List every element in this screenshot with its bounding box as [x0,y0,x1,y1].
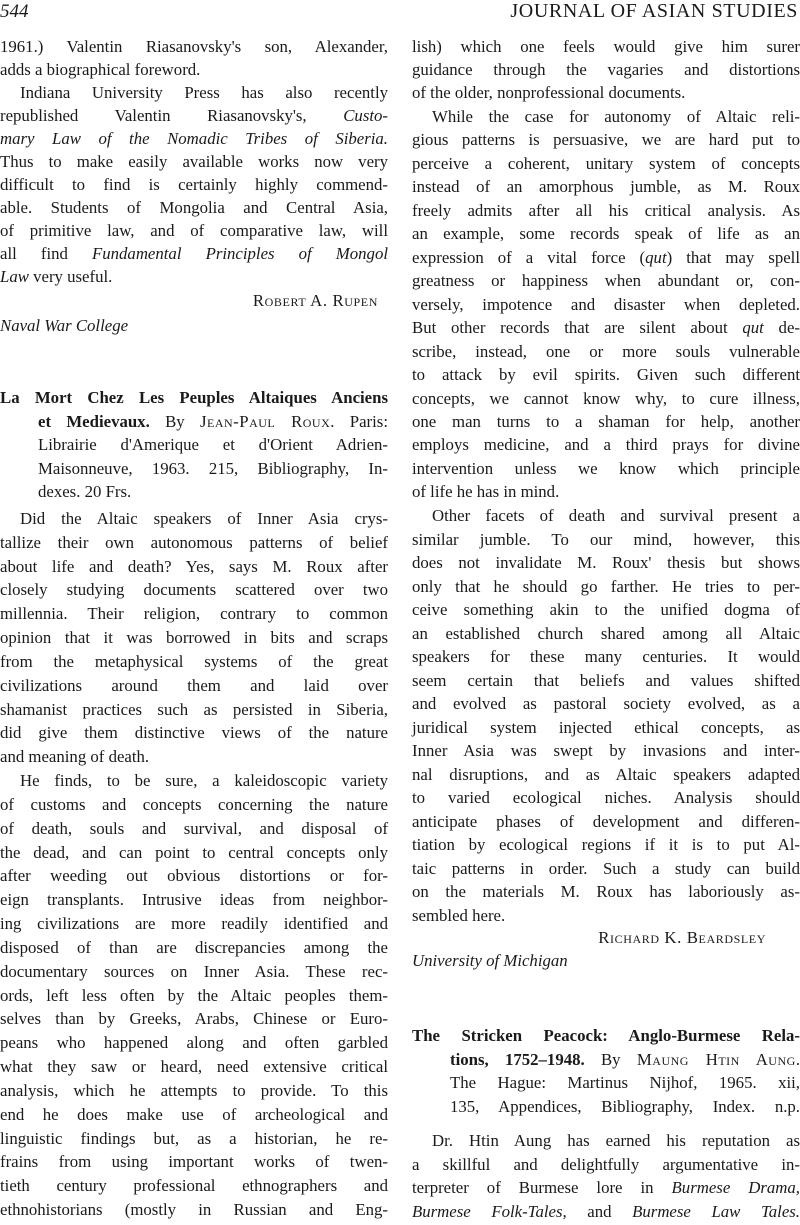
text-line: only that he should go farther. He tries to per- [412,576,800,596]
text-line: frains from using important works of twen- [0,1152,388,1172]
text-line: peans who happened along and often garbled [0,1033,388,1053]
text-line: Thus to make easily available works now very [0,151,388,171]
text-line: ethnohistorians (mostly in Russian and Eng- [0,1200,388,1220]
text-line: Did the Altaic speakers of Inner Asia crys- [20,509,388,528]
text-line: did give them distinctive views of the nature [0,723,388,743]
text-segment: and [566,1202,633,1222]
review-body-text [412,504,800,927]
text-line: 135, Appendices, Bibliography, Index. n.p. [450,1097,800,1117]
text-line: scribe, instead, one or more souls vulnerable [412,341,800,361]
text-line: and evolved as pastoral society evolved, as a [412,694,800,713]
text-line [0,242,388,265]
text-line: difficult to find is certainly highly commend- [0,175,388,195]
text-line: intervention unless we know which principle [412,458,800,478]
text-line [0,104,388,127]
text-line: tallize their own autonomous patterns of belief [0,532,388,552]
text-line [412,1048,800,1072]
text-line [412,1200,800,1224]
text-line: lish) which one feels would give him surer [412,36,800,56]
text-segment: all find [0,244,92,264]
text-line: perceive a coherent, unitary system of concepts [412,153,800,173]
reviewer-affiliation: Naval War College [0,316,129,335]
text-line: guidance through the vagaries and distortions [412,59,800,79]
text-line: does not invalidate M. Roux' thesis but shows [412,553,800,572]
text-line: of death, souls and survival, and disposal of [0,818,388,838]
text-line [0,386,388,410]
italic-text: Burmese Drama, [671,1178,800,1198]
text-line: an established church shared among all Altaic [412,623,800,643]
text-line: end he does make use of archeological and [0,1104,388,1124]
text-line: after weeding out obvious distortions or for- [0,866,388,886]
text-line: taic patterns in order. Such a study can build [412,858,800,878]
text-line: instead of an amorphous jumble, as M. Roux [412,177,800,197]
text-line: shamanist practices such as persisted in Siberia, [0,699,388,719]
text-line: what they saw or heard, need extensive critical [0,1057,388,1077]
text-line: civilizations around them and laid over [0,675,388,695]
text-line [0,265,388,288]
text-line: tieth century professional ethnographers and [0,1176,388,1196]
text-segment: ) that may spell [666,247,800,267]
text-line: millennia. Their religion, contrary to common [0,604,388,624]
text-line: one man turns to a shaman for help, another [412,412,800,431]
italic-text: Law [0,267,29,287]
text-line [412,1024,800,1048]
text-segment: . [795,1049,800,1069]
text-line: nal disruptions, and as Altaic speakers adapted [412,764,800,784]
text-line: and meaning of death. [0,747,150,767]
text-segment: terpreter of Burmese lore in [412,1178,672,1198]
italic-text: mary Law of the Nomadic Tribes of Siberia. [0,128,388,148]
text-line: to attack by evil spirits. Given such different [412,365,800,385]
text-line: a skillful and delightfully argumentative in- [412,1154,800,1174]
text-line: Librairie d'Amerique et d'Orient Adrien- [38,435,388,454]
text-line: about life and death? Yes, says M. Roux after [0,556,388,576]
text-segment: republished Valentin Riasanovsky's, [0,105,344,125]
text-line [0,410,388,434]
text-line: juridical system injected ethical concepts, as [412,717,800,737]
text-line: Indiana University Press has also recently [20,82,388,102]
text-line [412,246,800,269]
text-line: versely, impotence and disaster when depleted. [412,294,800,314]
text-line: 1961.) Valentin Riasanovsky's son, Alexander, [0,36,388,56]
text-line: of customs and concepts concerning the nature [0,794,388,814]
text-line: He finds, to be sure, a kaleidoscopic variety [20,771,388,791]
text-line: Maisonneuve, 1963. 215, Bibliography, In- [38,458,388,478]
bold-title-text: tions, 1752–1948. [450,1049,585,1069]
text-line: adds a biographical foreword. [0,59,201,79]
text-line: sembled here. [412,905,506,925]
text-line: speakers for these many centuries. It would [412,647,800,666]
text-segment: But other records that are silent about [412,318,743,338]
text-line: employs medicine, and a third prays for divine [412,435,800,455]
text-line: greatness or happiness when abundant or, con- [412,271,800,291]
text-segment: expression of a vital force ( [412,247,646,267]
text-line: ing civilizations are more readily identified and [0,914,388,934]
reviewer-signature: Richard K. Beardsley [598,928,766,947]
bold-title-text: The Stricken Peacock: Anglo-Burmese Rela- [412,1026,800,1045]
text-line [412,1176,800,1200]
text-line: linguistic findings but, as a historian, he re- [0,1128,388,1148]
page-number: 544 [0,1,29,22]
text-line: selves than by Greeks, Arabs, Chinese or Euro- [0,1009,388,1029]
bold-title-text: et Medievaux. [38,411,150,431]
text-line: analysis, which he attempts to provide. To this [0,1080,388,1100]
text-line: similar jumble. To our mind, however, this [412,529,800,549]
italic-text: Fundamental Principles of Mongol [92,244,388,264]
text-line: ords, left less often by the Altaic peoples them- [0,985,388,1005]
text-line: on the materials M. Roux has laboriously as- [412,882,800,901]
text-line: ceive something akin to the unified dogma of [412,600,800,619]
italic-text: qut [742,318,764,338]
text-line: The Hague: Martinus Nijhof, 1965. xii, [450,1073,800,1093]
text-line: tiation by ecological regions if it is to put Al- [412,835,800,854]
text-line: gious patterns is persuasive, we are hard put to [412,130,800,150]
text-segment: de- [763,318,800,338]
text-line [0,127,388,150]
review-body-text [412,35,800,504]
text-segment: . Paris: [330,411,388,431]
reviewer-affiliation: University of Michigan [412,951,568,970]
text-segment: By [584,1049,637,1069]
reviewer-signature: Robert A. Rupen [252,291,378,310]
review-body-text [412,1129,800,1224]
text-line: of the older, nonprofessional documents. [412,83,686,103]
review-body-text [0,507,388,1222]
text-line: closely studying documents scattered over two [0,580,388,600]
text-line: the dead, and can point to central concepts only [0,842,388,862]
text-line: concepts, we cannot know why, to cure illness, [412,388,800,408]
text-line [412,316,800,339]
text-line: While the case for autonomy of Altaic reli- [432,106,800,126]
text-line: Dr. Htin Aung has earned his reputation as [432,1131,800,1150]
review-citation-heading [412,1024,800,1119]
text-line: an example, some records speak of life as an [412,224,800,244]
text-line: of life he has in mind. [412,482,560,502]
text-line: Other facets of death and survival present a [432,506,800,525]
text-line: anticipate phases of development and differen- [412,811,800,831]
text-line: of primitive law, and of comparative law, will [0,221,388,241]
text-line: Inner Asia was swept by invasions and inter- [412,741,800,760]
italic-text: Burmese Folk-Tales, [412,1202,567,1222]
bold-title-text: La Mort Chez Les Peuples Altaiques Anciens [0,388,388,407]
text-segment: very useful. [28,267,113,287]
text-line: seem certain that beliefs and values shifted [412,670,800,690]
text-line: dexes. 20 Frs. [38,482,132,501]
text-line: documentary sources on Inner Asia. These rec- [0,961,388,981]
review-ending-paragraphs [0,35,388,289]
text-segment: By [149,411,200,431]
italic-text: Burmese Law Tales. [632,1202,800,1222]
text-line: opinion that it was borrowed in bits and scraps [0,628,388,648]
text-line: from the metaphysical systems of the great [0,651,388,671]
text-line: able. Students of Mongolia and Central Asia, [0,198,388,218]
review-citation-heading [0,386,388,504]
italic-text: qut [645,247,667,267]
italic-text: Custo- [343,105,388,125]
text-line: disposed of than are discrepancies among the [0,937,388,957]
running-header-journal-title: JOURNAL OF ASIAN STUDIES [510,0,798,22]
text-line: eign transplants. Intrusive ideas from neighbor- [0,890,388,910]
author-name: Maung Htin Aung [636,1049,796,1069]
author-name: Jean-Paul Roux [199,411,331,431]
text-line: freely admits after all his critical analysis. As [412,200,800,220]
text-line: to varied ecological niches. Analysis should [412,788,800,807]
